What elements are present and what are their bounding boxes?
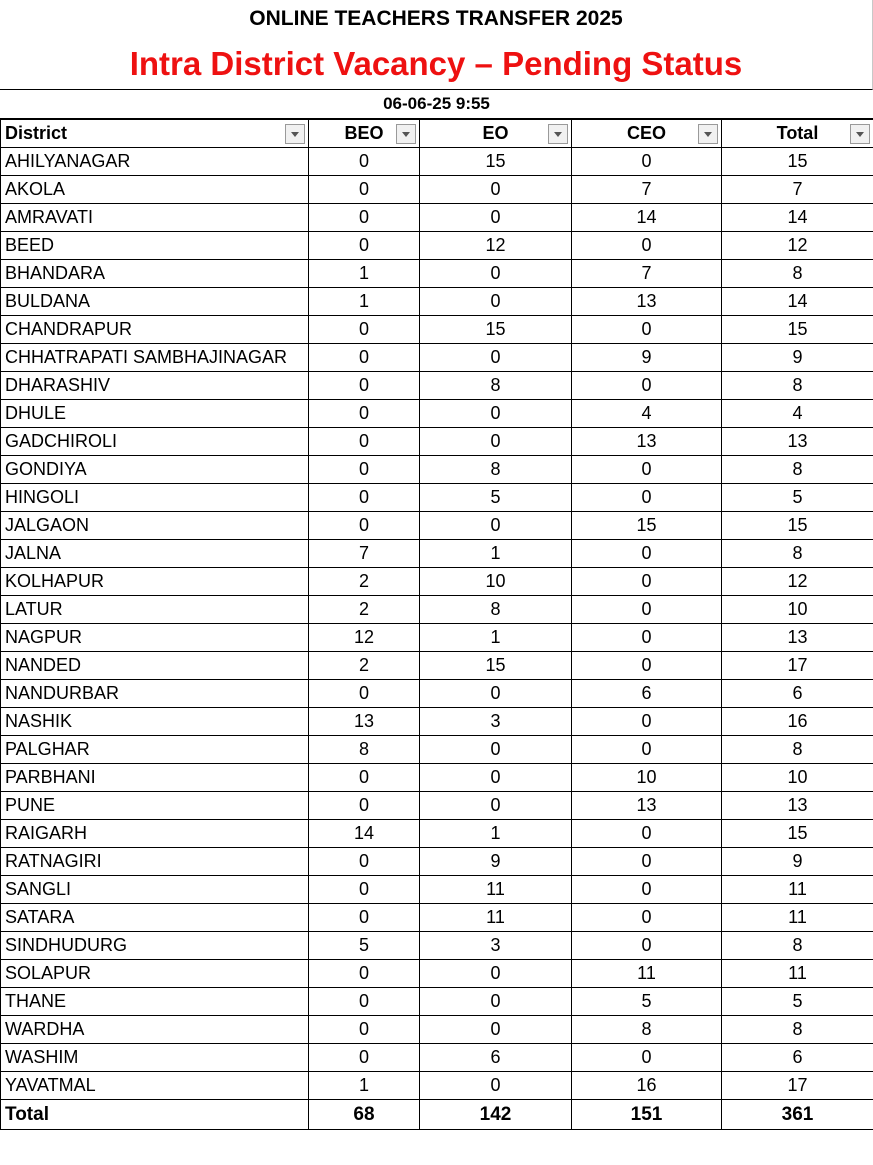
total-cell: 8 [722, 260, 873, 288]
ceo-cell: 0 [572, 568, 722, 596]
column-header-eo [420, 120, 572, 148]
district-cell: AHILYANAGAR [1, 148, 309, 176]
table-row [1, 176, 873, 204]
filter-dropdown-button[interactable] [850, 124, 870, 144]
beo-cell: 0 [309, 316, 420, 344]
district-cell: SOLAPUR [1, 960, 309, 988]
total-cell: 11 [722, 904, 873, 932]
eo-cell: 3 [420, 932, 572, 960]
eo-cell: 8 [420, 596, 572, 624]
total-cell: 7 [722, 176, 873, 204]
eo-cell: 0 [420, 988, 572, 1016]
eo-cell: 15 [420, 148, 572, 176]
beo-cell: 0 [309, 960, 420, 988]
total-cell: 15 [722, 512, 873, 540]
eo-cell: 0 [420, 1016, 572, 1044]
district-cell: THANE [1, 988, 309, 1016]
district-cell: PUNE [1, 792, 309, 820]
table-row [1, 680, 873, 708]
district-cell: GONDIYA [1, 456, 309, 484]
grand-total-cell: 361 [722, 1100, 873, 1130]
district-cell: NASHIK [1, 708, 309, 736]
eo-cell: 0 [420, 512, 572, 540]
beo-cell: 1 [309, 1072, 420, 1100]
table-row [1, 988, 873, 1016]
district-cell: NANDED [1, 652, 309, 680]
total-cell: 8 [722, 540, 873, 568]
total-cell: 15 [722, 316, 873, 344]
ceo-cell: 13 [572, 792, 722, 820]
ceo-cell: 0 [572, 484, 722, 512]
beo-cell: 0 [309, 680, 420, 708]
total-cell: 13 [722, 624, 873, 652]
total-cell: 15 [722, 148, 873, 176]
beo-cell: 2 [309, 652, 420, 680]
column-header-label: CEO [626, 123, 666, 143]
chevron-down-icon [704, 132, 712, 137]
table-row [1, 876, 873, 904]
eo-cell: 3 [420, 708, 572, 736]
beo-cell: 0 [309, 764, 420, 792]
total-cell: 10 [722, 596, 873, 624]
beo-cell: 0 [309, 848, 420, 876]
beo-cell: 0 [309, 876, 420, 904]
beo-cell: 14 [309, 820, 420, 848]
total-cell: 8 [722, 456, 873, 484]
total-cell: 14 [722, 288, 873, 316]
beo-cell: 2 [309, 568, 420, 596]
ceo-cell: 0 [572, 624, 722, 652]
eo-cell: 11 [420, 876, 572, 904]
eo-cell: 9 [420, 848, 572, 876]
beo-cell: 5 [309, 932, 420, 960]
filter-dropdown-button[interactable] [548, 124, 568, 144]
ceo-cell: 8 [572, 1016, 722, 1044]
ceo-cell: 13 [572, 428, 722, 456]
table-row [1, 568, 873, 596]
district-cell: BEED [1, 232, 309, 260]
report-subtitle: Intra District Vacancy – Pending Status [0, 38, 873, 90]
total-cell: 6 [722, 1044, 873, 1072]
beo-cell: 0 [309, 512, 420, 540]
column-header-district [1, 120, 309, 148]
beo-cell: 1 [309, 288, 420, 316]
column-header-beo [309, 120, 420, 148]
district-cell: KOLHAPUR [1, 568, 309, 596]
total-beo-cell: 68 [309, 1100, 420, 1130]
table-row [1, 512, 873, 540]
header-row [1, 120, 873, 148]
district-cell: YAVATMAL [1, 1072, 309, 1100]
chevron-down-icon [291, 132, 299, 137]
table-row [1, 596, 873, 624]
district-cell: SATARA [1, 904, 309, 932]
ceo-cell: 0 [572, 820, 722, 848]
table-row [1, 736, 873, 764]
total-ceo-cell: 151 [572, 1100, 722, 1130]
table-row [1, 372, 873, 400]
beo-cell: 0 [309, 988, 420, 1016]
total-cell: 9 [722, 344, 873, 372]
eo-cell: 0 [420, 1072, 572, 1100]
table-row [1, 708, 873, 736]
total-cell: 12 [722, 568, 873, 596]
eo-cell: 12 [420, 232, 572, 260]
chevron-down-icon [554, 132, 562, 137]
chevron-down-icon [402, 132, 410, 137]
ceo-cell: 9 [572, 344, 722, 372]
total-cell: 4 [722, 400, 873, 428]
beo-cell: 0 [309, 1016, 420, 1044]
total-cell: 8 [722, 372, 873, 400]
total-eo-cell: 142 [420, 1100, 572, 1130]
table-row [1, 316, 873, 344]
eo-cell: 0 [420, 400, 572, 428]
totals-label: Total [1, 1100, 309, 1130]
ceo-cell: 0 [572, 456, 722, 484]
ceo-cell: 7 [572, 176, 722, 204]
eo-cell: 15 [420, 316, 572, 344]
district-cell: DHULE [1, 400, 309, 428]
table-row [1, 932, 873, 960]
ceo-cell: 0 [572, 876, 722, 904]
total-cell: 17 [722, 1072, 873, 1100]
column-header-label: EO [482, 123, 509, 143]
total-cell: 12 [722, 232, 873, 260]
ceo-cell: 14 [572, 204, 722, 232]
total-cell: 15 [722, 820, 873, 848]
table-body [1, 148, 873, 1100]
district-cell: PALGHAR [1, 736, 309, 764]
table-row [1, 260, 873, 288]
table-row [1, 792, 873, 820]
ceo-cell: 0 [572, 372, 722, 400]
total-cell: 14 [722, 204, 873, 232]
beo-cell: 0 [309, 176, 420, 204]
eo-cell: 0 [420, 680, 572, 708]
column-header-ceo [572, 120, 722, 148]
eo-cell: 1 [420, 540, 572, 568]
ceo-cell: 0 [572, 540, 722, 568]
total-cell: 13 [722, 428, 873, 456]
ceo-cell: 0 [572, 708, 722, 736]
district-cell: PARBHANI [1, 764, 309, 792]
beo-cell: 2 [309, 596, 420, 624]
ceo-cell: 0 [572, 596, 722, 624]
ceo-cell: 11 [572, 960, 722, 988]
beo-cell: 0 [309, 344, 420, 372]
eo-cell: 0 [420, 204, 572, 232]
table-row [1, 288, 873, 316]
table-row [1, 820, 873, 848]
eo-cell: 8 [420, 456, 572, 484]
filter-dropdown-button[interactable] [396, 124, 416, 144]
table-row [1, 400, 873, 428]
total-cell: 5 [722, 484, 873, 512]
column-header-label: District [5, 123, 68, 143]
total-cell: 11 [722, 876, 873, 904]
beo-cell: 0 [309, 148, 420, 176]
beo-cell: 0 [309, 456, 420, 484]
district-cell: WASHIM [1, 1044, 309, 1072]
eo-cell: 0 [420, 176, 572, 204]
beo-cell: 8 [309, 736, 420, 764]
beo-cell: 12 [309, 624, 420, 652]
eo-cell: 0 [420, 288, 572, 316]
beo-cell: 13 [309, 708, 420, 736]
district-cell: GADCHIROLI [1, 428, 309, 456]
eo-cell: 11 [420, 904, 572, 932]
table-row [1, 204, 873, 232]
table-row [1, 764, 873, 792]
ceo-cell: 0 [572, 148, 722, 176]
total-cell: 6 [722, 680, 873, 708]
report-title: ONLINE TEACHERS TRANSFER 2025 [0, 0, 873, 38]
eo-cell: 8 [420, 372, 572, 400]
eo-cell: 5 [420, 484, 572, 512]
district-cell: BHANDARA [1, 260, 309, 288]
beo-cell: 0 [309, 400, 420, 428]
ceo-cell: 15 [572, 512, 722, 540]
district-cell: SINDHUDURG [1, 932, 309, 960]
total-cell: 8 [722, 1016, 873, 1044]
table-row [1, 428, 873, 456]
beo-cell: 0 [309, 204, 420, 232]
filter-dropdown-button[interactable] [285, 124, 305, 144]
ceo-cell: 0 [572, 652, 722, 680]
table-row [1, 456, 873, 484]
table-row [1, 232, 873, 260]
ceo-cell: 0 [572, 932, 722, 960]
report-timestamp: 06-06-25 9:55 [0, 90, 873, 119]
table-row [1, 1044, 873, 1072]
ceo-cell: 0 [572, 316, 722, 344]
beo-cell: 0 [309, 1044, 420, 1072]
ceo-cell: 5 [572, 988, 722, 1016]
total-cell: 17 [722, 652, 873, 680]
ceo-cell: 0 [572, 848, 722, 876]
district-cell: BULDANA [1, 288, 309, 316]
eo-cell: 1 [420, 820, 572, 848]
district-cell: AMRAVATI [1, 204, 309, 232]
beo-cell: 0 [309, 484, 420, 512]
table-row [1, 960, 873, 988]
ceo-cell: 0 [572, 904, 722, 932]
eo-cell: 0 [420, 792, 572, 820]
table-row [1, 484, 873, 512]
district-cell: SANGLI [1, 876, 309, 904]
total-cell: 9 [722, 848, 873, 876]
table-row [1, 540, 873, 568]
district-cell: HINGOLI [1, 484, 309, 512]
table-row [1, 1016, 873, 1044]
table-row [1, 344, 873, 372]
total-cell: 16 [722, 708, 873, 736]
column-header-total [722, 120, 873, 148]
eo-cell: 0 [420, 428, 572, 456]
table-row [1, 904, 873, 932]
district-cell: RAIGARH [1, 820, 309, 848]
vacancy-table [0, 119, 873, 1130]
district-cell: WARDHA [1, 1016, 309, 1044]
beo-cell: 0 [309, 372, 420, 400]
table-row [1, 652, 873, 680]
column-header-label: BEO [344, 123, 384, 143]
district-cell: CHANDRAPUR [1, 316, 309, 344]
totals-row [1, 1100, 873, 1130]
table-row [1, 148, 873, 176]
district-cell: DHARASHIV [1, 372, 309, 400]
ceo-cell: 0 [572, 232, 722, 260]
district-cell: CHHATRAPATI SAMBHAJINAGAR [1, 344, 309, 372]
table-row [1, 1072, 873, 1100]
beo-cell: 0 [309, 232, 420, 260]
ceo-cell: 13 [572, 288, 722, 316]
total-cell: 5 [722, 988, 873, 1016]
district-cell: NAGPUR [1, 624, 309, 652]
eo-cell: 0 [420, 736, 572, 764]
total-cell: 10 [722, 764, 873, 792]
chevron-down-icon [856, 132, 864, 137]
beo-cell: 0 [309, 792, 420, 820]
beo-cell: 0 [309, 428, 420, 456]
total-cell: 8 [722, 932, 873, 960]
beo-cell: 1 [309, 260, 420, 288]
district-cell: LATUR [1, 596, 309, 624]
eo-cell: 1 [420, 624, 572, 652]
eo-cell: 0 [420, 344, 572, 372]
district-cell: JALNA [1, 540, 309, 568]
ceo-cell: 16 [572, 1072, 722, 1100]
ceo-cell: 4 [572, 400, 722, 428]
ceo-cell: 7 [572, 260, 722, 288]
total-cell: 8 [722, 736, 873, 764]
eo-cell: 10 [420, 568, 572, 596]
district-cell: RATNAGIRI [1, 848, 309, 876]
column-header-label: Total [776, 123, 819, 143]
ceo-cell: 6 [572, 680, 722, 708]
district-cell: NANDURBAR [1, 680, 309, 708]
eo-cell: 15 [420, 652, 572, 680]
table-row [1, 624, 873, 652]
filter-dropdown-button[interactable] [698, 124, 718, 144]
total-cell: 13 [722, 792, 873, 820]
district-cell: JALGAON [1, 512, 309, 540]
eo-cell: 0 [420, 960, 572, 988]
eo-cell: 6 [420, 1044, 572, 1072]
eo-cell: 0 [420, 260, 572, 288]
district-cell: AKOLA [1, 176, 309, 204]
beo-cell: 0 [309, 904, 420, 932]
eo-cell: 0 [420, 764, 572, 792]
ceo-cell: 10 [572, 764, 722, 792]
ceo-cell: 0 [572, 1044, 722, 1072]
total-cell: 11 [722, 960, 873, 988]
table-row [1, 848, 873, 876]
beo-cell: 7 [309, 540, 420, 568]
ceo-cell: 0 [572, 736, 722, 764]
